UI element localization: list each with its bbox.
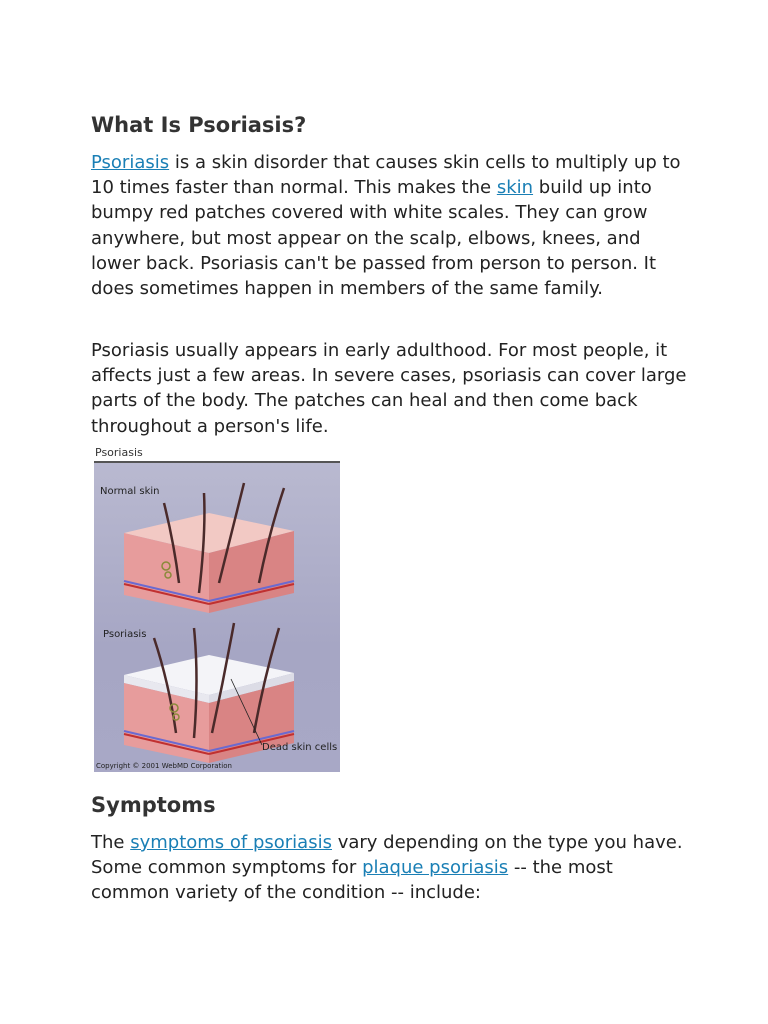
skin-link[interactable]: skin — [496, 177, 534, 199]
intro-paragraph — [91, 150, 691, 301]
dead-skin-cells-label: Dead skin cells — [262, 742, 338, 753]
psoriasis-link[interactable]: Psoriasis — [91, 152, 170, 173]
skin-cross-section-illustration — [94, 463, 340, 772]
symptoms-paragraph — [91, 830, 691, 906]
section-heading-symptoms: Symptoms — [91, 793, 216, 817]
psoriasis-label: Psoriasis — [103, 629, 147, 640]
psoriasis-diagram — [94, 446, 342, 771]
figure-illustration — [94, 461, 340, 772]
symptoms-of-psoriasis-link[interactable]: symptoms of psoriasis — [130, 832, 332, 853]
normal-skin-block — [124, 483, 294, 613]
symptoms-text-1: The — [91, 832, 131, 853]
intro-text-1: is a skin disorder that causes skin cells to multiply up to 10 times faster than normal. This makes the — [91, 152, 681, 199]
onset-paragraph: Psoriasis usually appears in early adulthood. For most people, it affects just a few areas. In severe cases, psoriasis can cover large parts of the body. The patches can heal and then come back throughout a person's life. — [91, 340, 687, 437]
figure-copyright: Copyright © 2001 WebMD Corporation — [96, 762, 232, 770]
symptoms-text-2: vary depending on the type you have. Some common symptoms for — [91, 832, 683, 879]
plaque-psoriasis-link[interactable]: plaque psoriasis — [362, 857, 509, 879]
intro-text-2: build up into bumpy red patches covered with white scales. They can grow anywhere, but most appear on the scalp, elbows, knees, and lower back. Psoriasis can't be passed from person to person. It does sometimes happen in members of the same family. — [91, 177, 657, 300]
figure-title: Psoriasis — [95, 446, 143, 459]
normal-skin-label: Normal skin — [100, 486, 160, 497]
symptoms-text-3: -- the most common variety of the condition -- include: — [91, 857, 613, 904]
section-heading-what-is-psoriasis: What Is Psoriasis? — [91, 113, 307, 137]
